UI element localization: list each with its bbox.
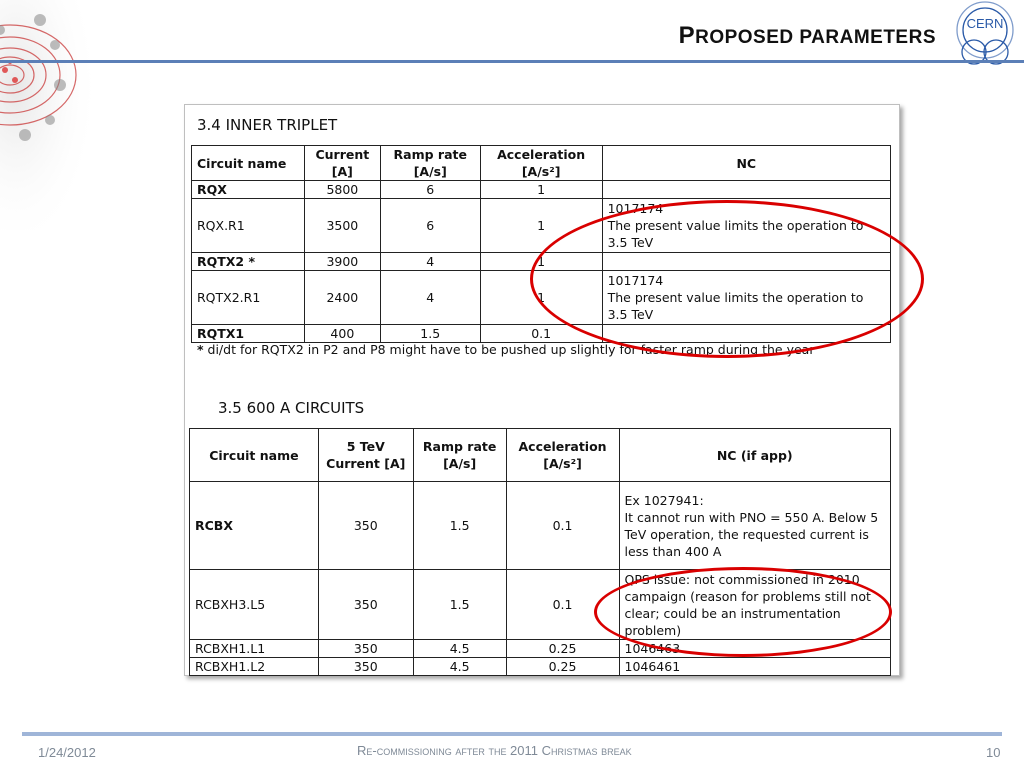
- cell-circuit: RCBX: [190, 482, 319, 570]
- col-header-nc: NC (if app): [619, 429, 891, 482]
- table-row: [190, 482, 891, 570]
- cell-ramp: 4.5: [413, 640, 506, 658]
- cell-nc: 1017174 The present value limits the operation to 3.5 TeV: [602, 199, 890, 253]
- cell-accel: 1: [480, 181, 602, 199]
- cell-nc: 1046461: [619, 658, 891, 676]
- table-header-row: [190, 429, 891, 482]
- cell-ramp: 1.5: [380, 325, 480, 343]
- cell-circuit: RQTX2 *: [192, 253, 305, 271]
- col-header-circuit: Circuit name: [192, 146, 305, 181]
- col-header-current: 5 TeV Current [A]: [318, 429, 413, 482]
- table-header-row: [192, 146, 891, 181]
- cell-accel: 0.25: [506, 658, 619, 676]
- cell-nc: [602, 181, 890, 199]
- cell-ramp: 6: [380, 181, 480, 199]
- cell-circuit: RQX: [192, 181, 305, 199]
- cell-ramp: 4.5: [413, 658, 506, 676]
- col-header-current: Current [A]: [304, 146, 380, 181]
- col-header-ramp: Ramp rate [A/s]: [413, 429, 506, 482]
- cell-current: 350: [318, 658, 413, 676]
- cell-ramp: 4: [380, 271, 480, 325]
- cell-circuit: RCBXH3.L5: [190, 570, 319, 640]
- cell-accel: 0.1: [506, 570, 619, 640]
- col-header-ramp: Ramp rate [A/s]: [380, 146, 480, 181]
- footer-divider: [22, 732, 1002, 736]
- slide-title: [679, 22, 936, 50]
- cell-accel: 1: [480, 199, 602, 253]
- section-heading-inner-triplet: 3.4 INNER TRIPLET: [197, 116, 338, 134]
- cell-nc: 1017174 The present value limits the operation to 3.5 TeV: [602, 271, 890, 325]
- cell-ramp: 6: [380, 199, 480, 253]
- slide-title-rest: ROPOSED PARAMETERS: [695, 27, 936, 48]
- footnote-star: *: [197, 342, 204, 357]
- cell-nc: 1046463: [619, 640, 891, 658]
- cell-current: 3900: [304, 253, 380, 271]
- cell-current: 400: [304, 325, 380, 343]
- cell-nc: Ex 1027941: It cannot run with PNO = 550 A. Below 5 TeV operation, the requested current is less than 400 A: [619, 482, 891, 570]
- cell-ramp: 1.5: [413, 482, 506, 570]
- cell-current: 350: [318, 482, 413, 570]
- footer-date: 1/24/2012: [38, 745, 96, 760]
- cell-accel: 0.1: [506, 482, 619, 570]
- col-header-accel: Acceleration [A/s²]: [506, 429, 619, 482]
- table-row: [192, 181, 891, 199]
- highlight-ring-top: [530, 200, 924, 358]
- header-divider: [0, 60, 1024, 63]
- cell-accel: 0.1: [480, 325, 602, 343]
- cell-circuit: RQX.R1: [192, 199, 305, 253]
- footer-title: Re-commissioning after the 2011 Christmas break: [357, 743, 632, 758]
- cell-circuit: RCBXH1.L2: [190, 658, 319, 676]
- col-header-accel: Acceleration [A/s²]: [480, 146, 602, 181]
- cell-current: 350: [318, 640, 413, 658]
- cell-current: 5800: [304, 181, 380, 199]
- cell-accel: 1: [480, 271, 602, 325]
- cell-accel: 1: [480, 253, 602, 271]
- section-heading-600a: 3.5 600 A CIRCUITS: [218, 399, 365, 417]
- cell-accel: 0.25: [506, 640, 619, 658]
- highlight-ring-bottom: [594, 567, 892, 657]
- cell-circuit: RCBXH1.L1: [190, 640, 319, 658]
- footer-page-number: 10: [986, 745, 1001, 760]
- cell-circuit: RQTX1: [192, 325, 305, 343]
- cell-nc: QPS issue: not commissioned in 2010 campaign (reason for problems still not clear; could be an instrumentation problem): [619, 570, 891, 640]
- slide-title-initial: P: [678, 22, 696, 49]
- cell-circuit: RQTX2.R1: [192, 271, 305, 325]
- detector-graphic-icon: [0, 0, 100, 230]
- col-header-circuit: Circuit name: [190, 429, 319, 482]
- table-row: [190, 658, 891, 676]
- cell-current: 350: [318, 570, 413, 640]
- cell-ramp: 4: [380, 253, 480, 271]
- cell-ramp: 1.5: [413, 570, 506, 640]
- cern-logo-text: CERN: [966, 16, 1004, 31]
- footnote-text: di/dt for RQTX2 in P2 and P8 might have to be pushed up slightly for faster ramp during the year: [203, 342, 815, 357]
- cell-current: 2400: [304, 271, 380, 325]
- cell-current: 3500: [304, 199, 380, 253]
- col-header-nc: NC: [602, 146, 890, 181]
